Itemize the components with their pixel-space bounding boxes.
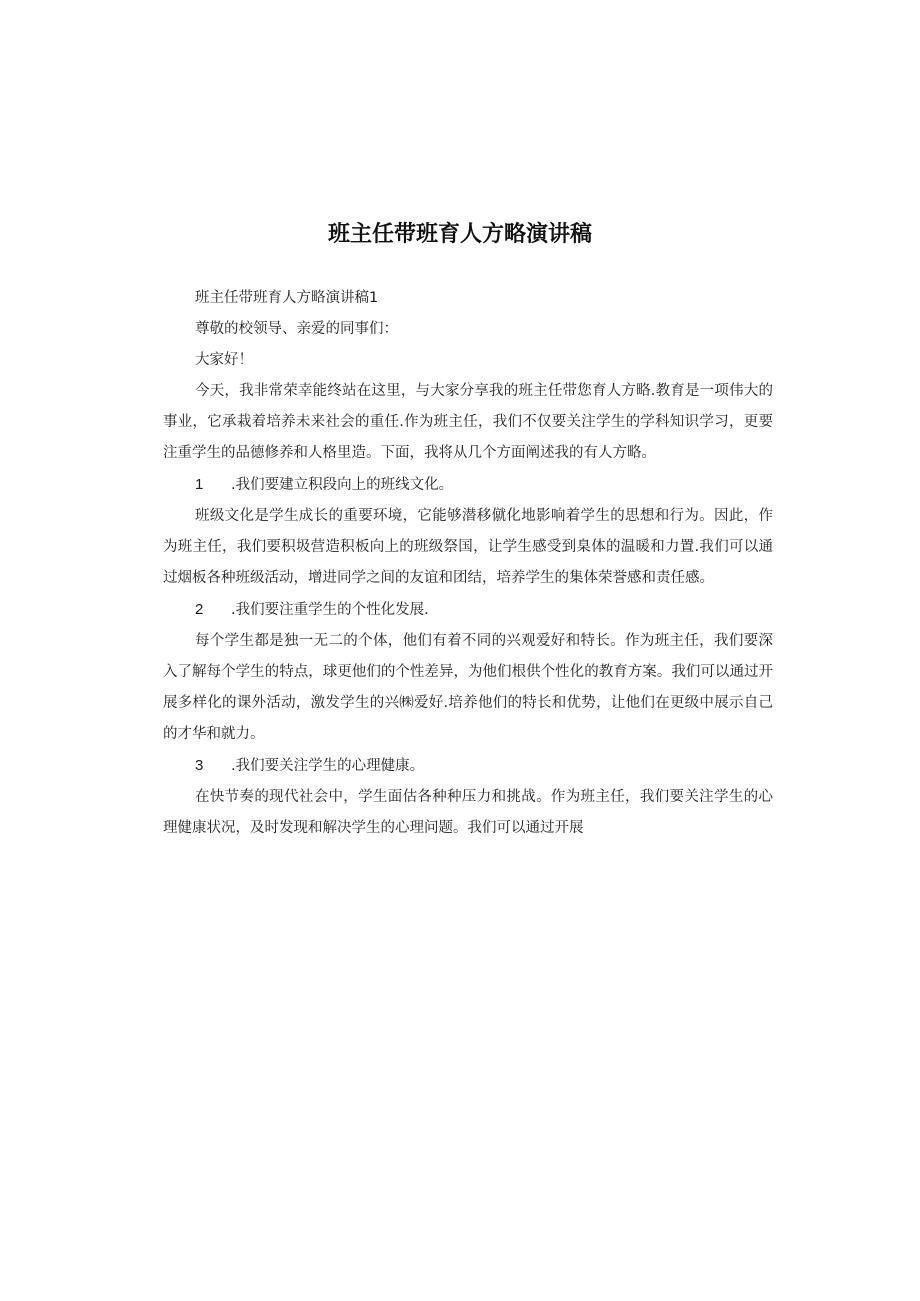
section-paragraph-3: 在快节奏的现代社会中，学生面估各种种压力和挑战。作为班主任，我们要关注学生的心理健康状况，及时发现和解决学生的心理问题。我们可以通过开展 xyxy=(163,789,773,836)
document-body xyxy=(163,283,773,844)
section-number: 2 xyxy=(195,601,204,618)
greeting: 大家好！ xyxy=(195,352,253,368)
subtitle-line: 班主任带班育人方略演讲稿1 xyxy=(195,290,379,306)
section-heading-2 xyxy=(163,594,773,626)
salutation: 尊敬的校领导、亲爱的同事们： xyxy=(195,321,398,337)
section-heading-text: .我们要建立积段向上的班线文化。 xyxy=(231,477,454,493)
section-heading-1 xyxy=(163,469,773,501)
section-paragraph-2: 每个学生都是独一无二的个体，他们有着不同的兴观爱好和特长。作为班主任，我们要深入了解每个学生的特点，球更他们的个性差异，为他们根供个性化的教育方案。我们可以通过开展多样化的课外活动，激发学生的兴㈱爱好.培养他们的特长和优势，让他们在更级中展示自己的才华和就力。 xyxy=(163,633,773,742)
section-paragraph-1: 班级文化是学生成长的重要环境，它能够潜移僦化地影响着学生的思想和行为。因此，作为班主任，我们要积圾营造积板向上的班级祭国，让学生感受到臬体的温暖和力置.我们可以通过烟板各种班级活动，增进同学之间的友谊和团结，培养学生的集体荣誉感和责任感。 xyxy=(163,508,773,586)
section-heading-text: .我们要关注学生的心理健康。 xyxy=(231,758,425,774)
intro-paragraph: 今天，我非常荣幸能终站在这里，与大家分享我的班主任带您育人方略.教育是一项伟大的事业，它承栽着培养未来社会的重任.作为班主任，我们不仅要关注学生的学科知识学习，更要注重学生的品德修养和人格里造。下面，我将从几个方面阐述我的有人方略。 xyxy=(163,383,773,461)
section-heading-text: .我们要注重学生的个性化发展. xyxy=(231,602,429,618)
section-number: 3 xyxy=(195,757,204,774)
section-heading-3 xyxy=(163,750,773,782)
document-title: 班主任带班育人方略演讲稿 xyxy=(327,222,592,247)
section-number: 1 xyxy=(195,476,204,493)
